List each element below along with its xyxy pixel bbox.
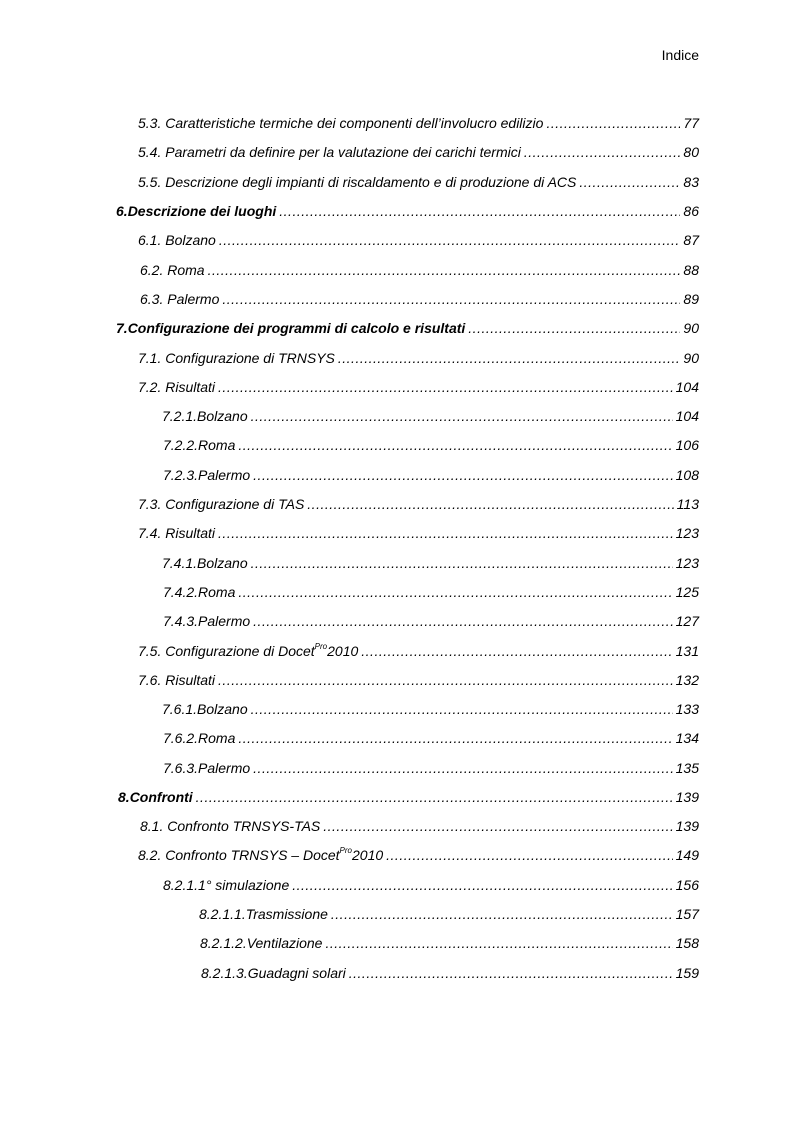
toc-page: 90: [683, 350, 699, 366]
toc-number: 8.: [118, 789, 130, 805]
toc-entry-8-2-1-3[interactable]: [201, 965, 699, 985]
toc-entry-7-2-2[interactable]: [163, 437, 699, 457]
dot-leader: [546, 115, 680, 131]
toc-page: 149: [675, 847, 699, 863]
toc-page: 158: [675, 935, 699, 951]
dot-leader: [238, 437, 672, 453]
toc-number: 7.4.: [138, 525, 162, 541]
toc-number: 5.4.: [138, 144, 162, 160]
dot-leader: [196, 789, 673, 805]
toc-label: Descrizione degli impianti di riscaldamento e di produzione di ACS: [165, 174, 577, 190]
toc-entry-5-5[interactable]: [138, 174, 699, 194]
toc-page: 159: [675, 965, 699, 981]
dot-leader: [222, 291, 680, 307]
toc-entry-7-2[interactable]: [138, 379, 699, 399]
dot-leader: [238, 584, 672, 600]
toc-entry-7-3[interactable]: [138, 496, 699, 516]
dot-leader: [251, 555, 673, 571]
dot-leader: [349, 965, 673, 981]
toc-page: 87: [683, 232, 699, 248]
dot-leader: [468, 320, 680, 336]
toc-page: 86: [683, 203, 699, 219]
toc-label: Roma: [198, 584, 236, 600]
dot-leader: [292, 877, 672, 893]
toc-entry-7-6-1[interactable]: [162, 701, 699, 721]
toc-page: 134: [675, 730, 699, 746]
dot-leader: [338, 350, 681, 366]
toc-entry-7[interactable]: [116, 320, 699, 340]
toc-page: 104: [675, 379, 699, 395]
toc-page: 77: [683, 115, 699, 131]
dot-leader: [251, 408, 673, 424]
toc-page: 125: [675, 584, 699, 600]
toc-entry-7-4-2[interactable]: [163, 584, 699, 604]
toc-entry-8-2-1-1[interactable]: [199, 906, 699, 926]
toc-page: 88: [683, 262, 699, 278]
toc-label: Palermo: [198, 467, 251, 483]
toc-label: Caratteristiche termiche dei componenti dell’involucro edilizio: [165, 115, 544, 131]
toc-number: 5.5.: [138, 174, 162, 190]
dot-leader: [251, 701, 673, 717]
toc-label: Guadagni solari: [247, 965, 346, 981]
toc-number: 8.2.1.2.: [200, 935, 247, 951]
dot-leader: [579, 174, 680, 190]
toc-number: 7.4.2.: [163, 584, 199, 600]
dot-leader: [218, 525, 673, 541]
toc-label: Risultati: [165, 525, 216, 541]
toc-number: 7.6.: [138, 672, 162, 688]
toc-page: 106: [675, 437, 699, 453]
toc-entry-6-1[interactable]: [138, 232, 699, 252]
toc-number: 7.6.1.: [162, 701, 198, 717]
toc-number: 6.1.: [138, 232, 162, 248]
toc-number: 5.3.: [138, 115, 162, 131]
toc-entry-7-2-1[interactable]: [162, 408, 699, 428]
toc-page: 139: [675, 789, 699, 805]
toc-page: 157: [675, 906, 699, 922]
toc-page: 123: [675, 525, 699, 541]
toc-entry-5-3[interactable]: [138, 115, 699, 135]
toc-page: 89: [683, 291, 699, 307]
toc-entry-7-6-2[interactable]: [163, 730, 699, 750]
toc-number: 7.2.2.: [163, 437, 199, 453]
toc-number: 7.2.1.: [162, 408, 198, 424]
toc-number: 8.2.1.3.: [201, 965, 248, 981]
toc-label: Confronto TRNSYS-TAS: [167, 818, 321, 834]
toc-label: Bolzano: [165, 232, 216, 248]
toc-number: 7.2.3.: [163, 467, 199, 483]
toc-number: 6.2.: [140, 262, 164, 278]
toc-number: 6.3.: [140, 291, 164, 307]
toc-label: Bolzano: [197, 408, 248, 424]
toc-entry-6-3[interactable]: [140, 291, 699, 311]
toc-label: Bolzano: [197, 701, 248, 717]
toc-entry-7-4-3[interactable]: [163, 613, 699, 633]
toc-entry-7-6-3[interactable]: [163, 760, 699, 780]
toc-page: 139: [675, 818, 699, 834]
toc-label: Configurazione di TAS: [165, 496, 305, 512]
toc-page: 108: [675, 467, 699, 483]
superscript-pro: Pro: [314, 642, 328, 651]
toc-label: Descrizione dei luoghi: [127, 203, 277, 219]
dot-leader: [307, 496, 673, 512]
dot-leader: [386, 847, 672, 863]
dot-leader: [208, 262, 681, 278]
toc-entry-8-1[interactable]: [140, 818, 699, 838]
superscript-pro: Pro: [339, 846, 352, 855]
toc-page: 80: [683, 144, 699, 160]
dot-leader: [361, 643, 672, 659]
dot-leader: [219, 232, 681, 248]
page-header-title: Indice: [661, 47, 699, 63]
toc-label: Configurazione di Docet$^{Pro}$2010: [165, 642, 359, 659]
toc-label: Roma: [198, 437, 236, 453]
toc-page: 104: [675, 408, 699, 424]
toc-label: Palermo: [198, 760, 251, 776]
dot-leader: [331, 906, 673, 922]
toc-number: 7.: [116, 320, 128, 336]
toc-label: Roma: [198, 730, 236, 746]
toc-label: Palermo: [167, 291, 220, 307]
toc-number: 7.6.2.: [163, 730, 199, 746]
toc-entry-8[interactable]: [118, 789, 699, 809]
toc-entry-6-2[interactable]: [140, 262, 699, 282]
dot-leader: [218, 672, 673, 688]
toc-number: 7.3.: [138, 496, 162, 512]
toc-entry-7-4-1[interactable]: [162, 555, 699, 575]
toc-number: 7.6.3.: [163, 760, 199, 776]
toc-entry-8-2[interactable]: [138, 847, 699, 867]
toc-entry-8-2-1-2[interactable]: [200, 935, 699, 955]
toc-label: Configurazione dei programmi di calcolo e risultati: [127, 320, 466, 336]
toc-number: 7.5.: [138, 643, 162, 659]
toc-label: Configurazione di TRNSYS: [165, 350, 335, 366]
toc-page: 133: [675, 701, 699, 717]
toc-number: 7.4.1.: [162, 555, 198, 571]
toc-label: Risultati: [165, 379, 216, 395]
toc-entry-6[interactable]: [116, 203, 699, 223]
toc-page: 123: [675, 555, 699, 571]
toc-page: 127: [675, 613, 699, 629]
toc-number: 6.: [116, 203, 128, 219]
toc-label: Parametri da definire per la valutazione dei carichi termici: [165, 144, 521, 160]
toc-entry-7-4[interactable]: [138, 525, 699, 545]
toc-number: 8.2.: [138, 847, 162, 863]
toc-number: 8.2.1.1.: [199, 906, 246, 922]
dot-leader: [253, 760, 672, 776]
dot-leader: [279, 203, 680, 219]
toc-entry-7-1[interactable]: [138, 350, 699, 370]
toc-page: 131: [675, 643, 699, 659]
dot-leader: [238, 730, 672, 746]
toc-page: 113: [676, 496, 699, 512]
toc-label: Trasmissione: [245, 906, 328, 922]
toc-number: 8.1.: [140, 818, 164, 834]
dot-leader: [325, 935, 672, 951]
toc-page: 156: [675, 877, 699, 893]
toc-entry-8-2-1[interactable]: [163, 877, 699, 897]
toc-page: 90: [683, 320, 699, 336]
dot-leader: [253, 467, 672, 483]
toc-label: 1° simulazione: [198, 877, 290, 893]
toc-entry-7-2-3[interactable]: [163, 467, 699, 487]
toc-page: 83: [683, 174, 699, 190]
toc-page: 135: [675, 760, 699, 776]
toc-label: Confronto TRNSYS – Docet$^{Pro}$2010: [165, 846, 384, 863]
toc-entry-7-6[interactable]: [138, 672, 699, 692]
toc-label: Confronti: [129, 789, 193, 805]
toc-page: 132: [675, 672, 699, 688]
toc-label: Roma: [167, 262, 205, 278]
toc-number: 7.4.3.: [163, 613, 199, 629]
dot-leader: [218, 379, 673, 395]
dot-leader: [323, 818, 672, 834]
toc-label: Palermo: [198, 613, 251, 629]
dot-leader: [524, 144, 681, 160]
toc-number: 8.2.1.: [163, 877, 199, 893]
toc-label: Risultati: [165, 672, 216, 688]
toc-entry-7-5[interactable]: [138, 643, 699, 663]
toc-entry-5-4[interactable]: [138, 144, 699, 164]
toc-label: Bolzano: [197, 555, 248, 571]
toc-number: 7.2.: [138, 379, 162, 395]
toc-label: Ventilazione: [246, 935, 323, 951]
toc-number: 7.1.: [138, 350, 162, 366]
dot-leader: [253, 613, 672, 629]
